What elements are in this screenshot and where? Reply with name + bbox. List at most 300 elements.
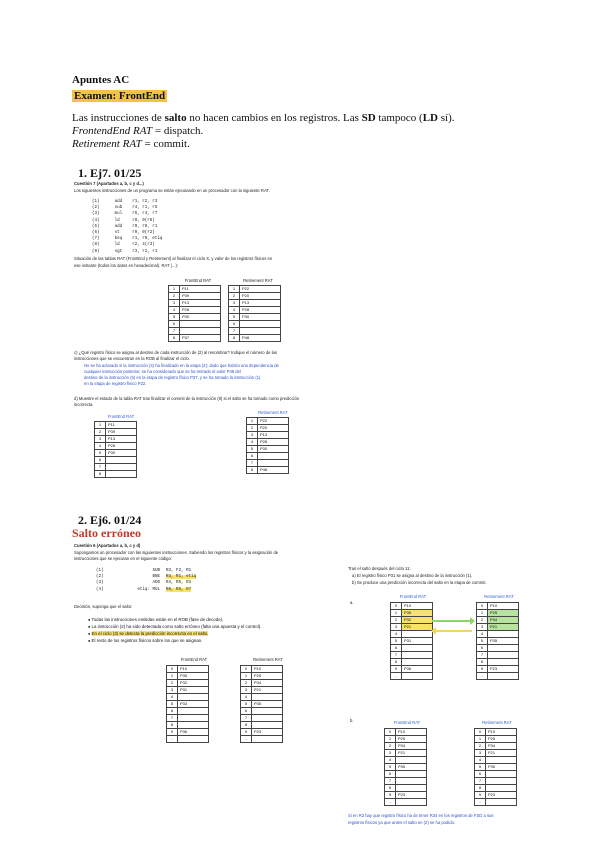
s2-table5-caption: FrontEnd RAT <box>180 657 208 662</box>
s1-answer-c-line-3: destino de la instrucción (5) en la etapa de registro físico P37, y se ha tomado la instrucción (1) <box>84 375 261 380</box>
rat-value-cell: P10 <box>252 666 283 673</box>
rat-value-cell: P30 <box>258 446 289 453</box>
rat-index-cell: 6 <box>229 321 240 328</box>
rat-row <box>385 792 427 799</box>
rat-row <box>95 471 137 478</box>
rat-index-cell: 6 <box>95 457 106 464</box>
rat-value-cell: P35 <box>252 701 283 708</box>
rat-index-cell: 5 <box>95 450 106 457</box>
s2-code-listing <box>96 568 196 593</box>
rat-index-cell: 7 <box>391 652 402 659</box>
rat-index-cell: 0 <box>167 666 178 673</box>
rat-value-cell: P30 <box>106 450 137 457</box>
rat-index-cell: 6 <box>247 453 258 460</box>
rat-row <box>95 443 137 450</box>
rat-index-cell: 8 <box>95 471 106 478</box>
rat-value-cell: P28 <box>258 439 289 446</box>
rat-row <box>477 624 519 631</box>
rat-row <box>391 631 433 638</box>
rat-row <box>241 666 283 673</box>
rat-index-cell: 7 <box>475 778 486 785</box>
rat-index-cell: 2 <box>169 293 180 300</box>
rat-row <box>475 743 517 750</box>
rat-index-cell: - <box>475 799 486 806</box>
rat-value-cell: P10 <box>396 729 427 736</box>
rat-row <box>241 708 283 715</box>
rat-value-cell: P21 <box>252 687 283 694</box>
s1-table4-caption: Retirement RAT <box>258 410 288 415</box>
rat-value-cell <box>396 771 427 778</box>
rat-value-cell <box>402 659 433 666</box>
rat-value-cell: P21 <box>402 624 433 631</box>
rat-row <box>167 673 209 680</box>
rat-index-cell: 2 <box>391 617 402 624</box>
s2-label-b: b. <box>350 718 354 723</box>
rat-row <box>477 645 519 652</box>
rat-index-cell: 3 <box>167 687 178 694</box>
rat-value-cell <box>178 722 209 729</box>
rat-row <box>477 659 519 666</box>
rat-row <box>241 722 283 729</box>
rat-row <box>391 666 433 673</box>
rat-value-cell <box>488 673 519 680</box>
rat-value-cell: P31 <box>402 638 433 645</box>
s2-right-line-2: b) Se produce una predicción incorrecta del salto en la etapa de commit. <box>352 580 487 585</box>
rat-index-cell: 3 <box>247 432 258 439</box>
rat-value-cell <box>252 694 283 701</box>
rat-value-cell <box>258 453 289 460</box>
rat-index-cell: 9 <box>391 666 402 673</box>
rat-index-cell: 2 <box>385 743 396 750</box>
rat-row <box>391 652 433 659</box>
rat-value-cell: P34 <box>486 743 517 750</box>
rat-row <box>169 286 221 293</box>
rat-row <box>167 729 209 736</box>
rat-index-cell: 8 <box>169 335 180 342</box>
rat-index-cell: 6 <box>477 645 488 652</box>
rat-value-cell <box>180 321 221 328</box>
rat-value-cell <box>396 785 427 792</box>
rat-value-cell: P13 <box>106 436 137 443</box>
rat-index-cell: 2 <box>167 680 178 687</box>
rat-index-cell: 4 <box>95 443 106 450</box>
exam-title: Examen: FrontEnd <box>74 90 166 102</box>
rat-value-cell <box>488 631 519 638</box>
bullet-text: La instrucción (2) ha sido detectada como salto erróneo (falta una apuesta y el control). <box>91 624 262 629</box>
rat-row <box>247 418 289 425</box>
rat-value-cell: P23 <box>486 792 517 799</box>
s1-retirement-rat-table <box>228 285 281 342</box>
rat-row <box>167 680 209 687</box>
rat-row <box>477 617 519 624</box>
rat-index-cell: - <box>477 673 488 680</box>
rat-row <box>247 453 289 460</box>
intro-line-1: Las instrucciones de salto no hacen cambios en los registros. Las SD tampoco (LD sí). <box>72 112 455 124</box>
rat-value-cell <box>252 736 283 743</box>
rat-value-cell <box>178 736 209 743</box>
rat-index-cell: 5 <box>169 314 180 321</box>
rat-index-cell: 4 <box>475 757 486 764</box>
rat-index-cell: 3 <box>169 300 180 307</box>
rat-row <box>241 736 283 743</box>
section-2-heading: 2. Ej6. 01/24 <box>78 513 142 527</box>
rat-value-cell: P25 <box>486 736 517 743</box>
rat-value-cell: P22 <box>258 418 289 425</box>
rat-value-cell: P30 <box>180 314 221 321</box>
code-line-number: (1) <box>96 569 104 573</box>
s1-paragraph-1: Situación de las tablas RAT (FrontEnd y Retirement) al finalizar el ciclo X, y valor de los registros físicos en <box>74 256 273 261</box>
s1-frontend-rat-table-d <box>94 421 137 478</box>
rat-row <box>475 729 517 736</box>
code-line <box>96 587 196 593</box>
intro-line-3: Retirement RAT = commit. <box>72 138 190 150</box>
rat-row <box>385 729 427 736</box>
rat-index-cell: 1 <box>241 673 252 680</box>
rat-index-cell: 3 <box>241 687 252 694</box>
rat-row <box>169 314 221 321</box>
rat-index-cell: 3 <box>385 750 396 757</box>
section-1-heading: 1. Ej7. 01/25 <box>78 166 142 180</box>
s1-question-c-line-2: instrucciones que se encuentran en la ROB al finalizar el ciclo. <box>74 356 190 361</box>
rat-value-cell <box>396 799 427 806</box>
s2-frontend-rat-after-b <box>384 728 427 806</box>
rat-index-cell: 7 <box>477 652 488 659</box>
rat-row <box>475 764 517 771</box>
rat-index-cell: 1 <box>95 422 106 429</box>
rat-index-cell: 8 <box>477 659 488 666</box>
code-line-number: (4) <box>96 587 104 592</box>
rat-value-cell <box>488 652 519 659</box>
rat-value-cell <box>402 652 433 659</box>
rat-row <box>391 617 433 624</box>
rat-row <box>167 666 209 673</box>
rat-value-cell <box>252 715 283 722</box>
rat-value-cell: P28 <box>180 307 221 314</box>
rat-row <box>475 757 517 764</box>
rat-index-cell: 7 <box>169 328 180 335</box>
intro-line-2: FrontendEnd RAT = dispatch. <box>72 125 204 137</box>
rat-row <box>169 335 221 342</box>
rat-value-cell: P23 <box>396 792 427 799</box>
rat-index-cell: 9 <box>167 729 178 736</box>
rat-row <box>247 439 289 446</box>
rat-row <box>229 286 281 293</box>
rat-row <box>229 314 281 321</box>
s1-retirement-rat-table-d <box>246 417 289 474</box>
rat-value-cell: P48 <box>240 335 281 342</box>
rat-row <box>167 694 209 701</box>
rat-row <box>475 799 517 806</box>
rat-value-cell <box>396 778 427 785</box>
rat-index-cell: 5 <box>475 764 486 771</box>
code-line-number: (2) <box>96 575 104 580</box>
s2-arrows-diagram <box>428 615 476 637</box>
rat-row <box>247 425 289 432</box>
s2-note-line-2: registros físicos ya que antes el salto en (2) se ha podido. <box>348 820 456 825</box>
rat-row <box>169 307 221 314</box>
code-operands: R3, F2, R1 <box>166 569 192 573</box>
rat-index-cell: - <box>241 736 252 743</box>
rat-value-cell: P11 <box>106 422 137 429</box>
intro-block <box>72 112 572 151</box>
rat-index-cell: 4 <box>167 694 178 701</box>
rat-value-cell: P34 <box>488 617 519 624</box>
s1-answer-c-line-2: cualquier instrucción posterior, se ha considerado que se ha retirado el valor P48 del <box>84 369 241 374</box>
rat-value-cell <box>396 757 427 764</box>
rat-row <box>95 436 137 443</box>
rat-index-cell: 5 <box>385 764 396 771</box>
rat-row <box>95 429 137 436</box>
rat-value-cell <box>402 673 433 680</box>
bullet-dot-icon: ● <box>88 624 92 629</box>
rat-index-cell: 6 <box>391 645 402 652</box>
s1-table1-caption: FrontEnd RAT <box>184 278 212 283</box>
rat-value-cell: P32 <box>178 680 209 687</box>
rat-value-cell <box>258 460 289 467</box>
rat-row <box>477 652 519 659</box>
bullet-dot-icon: ● <box>88 638 92 643</box>
rat-row <box>247 432 289 439</box>
rat-index-cell: 3 <box>229 300 240 307</box>
rat-row <box>391 645 433 652</box>
code-operands: R4, R5, R3 <box>166 581 192 586</box>
rat-value-cell: P13 <box>258 432 289 439</box>
rat-value-cell: P35 <box>488 638 519 645</box>
rat-row <box>229 307 281 314</box>
rat-value-cell: P20 <box>258 425 289 432</box>
rat-value-cell: P39 <box>106 429 137 436</box>
rat-index-cell: 5 <box>391 638 402 645</box>
s1-question-d-line-1: d) Muestre el estado de la tabla RAT tras finalizar el commit de la instrucción (8) si el salto se ha tomado como predicción <box>74 396 300 401</box>
rat-row <box>477 631 519 638</box>
rat-row <box>475 736 517 743</box>
rat-value-cell: P31 <box>178 687 209 694</box>
rat-index-cell: 9 <box>477 666 488 673</box>
rat-row <box>247 460 289 467</box>
rat-row <box>385 799 427 806</box>
rat-row <box>229 328 281 335</box>
s1-question-c-line-1: c) ¿Qué registro físico se asigna al destino de cada instrucción de (2) al renombrar? Indique el número de las <box>74 350 277 355</box>
rat-value-cell: P25 <box>396 736 427 743</box>
rat-index-cell: 1 <box>169 286 180 293</box>
rat-index-cell: 2 <box>475 743 486 750</box>
rat-row <box>169 293 221 300</box>
rat-value-cell <box>402 645 433 652</box>
s2-question-title: Cuestión 6 (Apartados a, b, c y d) <box>74 543 141 548</box>
arrow-left-head <box>431 627 436 635</box>
rat-row <box>241 687 283 694</box>
rat-index-cell: 1 <box>385 736 396 743</box>
rat-index-cell: 7 <box>95 464 106 471</box>
rat-row <box>385 757 427 764</box>
rat-index-cell: 9 <box>241 729 252 736</box>
rat-index-cell: 8 <box>385 785 396 792</box>
rat-value-cell: P21 <box>486 750 517 757</box>
s2-retirement-rat-after-a <box>476 602 519 680</box>
rat-row <box>167 722 209 729</box>
s1-frontend-rat-table <box>168 285 221 342</box>
s2-table9-caption: FrontEnd RAT <box>393 720 421 725</box>
rat-row <box>385 778 427 785</box>
rat-value-cell <box>240 321 281 328</box>
rat-row <box>385 771 427 778</box>
s2-question-text-2: instrucciones que se ejecutan en el siguiente código: <box>74 556 173 561</box>
rat-row <box>247 446 289 453</box>
rat-index-cell: 2 <box>95 429 106 436</box>
rat-value-cell <box>486 778 517 785</box>
code-opcode: SUB <box>152 569 160 573</box>
rat-value-cell: P13 <box>180 300 221 307</box>
rat-value-cell <box>252 708 283 715</box>
s2-table10-caption: Retirement RAT <box>482 720 512 725</box>
rat-row <box>475 785 517 792</box>
rat-value-cell: P10 <box>486 729 517 736</box>
bullet-item <box>88 616 261 623</box>
s1-question-text: Los siguientes instrucciones de un programa se están ejecutando en un procesador con la siguiente RAT. <box>74 188 270 193</box>
arrow-right-head <box>470 617 475 625</box>
rat-index-cell: 7 <box>241 715 252 722</box>
bullet-item <box>88 630 261 637</box>
rat-index-cell: 0 <box>475 729 486 736</box>
rat-index-cell: - <box>391 673 402 680</box>
section-2-subtitle: Salto erróneo <box>72 526 141 540</box>
rat-index-cell: 8 <box>229 335 240 342</box>
rat-index-cell: 1 <box>475 736 486 743</box>
rat-value-cell: P20 <box>240 293 281 300</box>
rat-value-cell: P10 <box>402 603 433 610</box>
rat-value-cell: P33 <box>178 701 209 708</box>
rat-row <box>229 321 281 328</box>
rat-row <box>391 624 433 631</box>
code-opcode: etiq: MUL <box>137 587 160 592</box>
rat-row <box>95 457 137 464</box>
document-title: Apuntes AC <box>72 74 130 86</box>
rat-index-cell: 6 <box>169 321 180 328</box>
rat-row <box>385 743 427 750</box>
rat-row <box>95 422 137 429</box>
rat-index-cell: 3 <box>475 750 486 757</box>
rat-index-cell: 3 <box>391 624 402 631</box>
s1-table2-caption: Retirement RAT <box>243 278 273 283</box>
bullet-item <box>88 637 261 644</box>
s1-question-title: Cuestión 7 (Apartados a, b, c y d...) <box>74 181 144 186</box>
rat-index-cell: - <box>385 799 396 806</box>
code-line-number: (3) <box>96 581 104 586</box>
bullet-text: El resto de los registros físicos sobre los que se asignan. <box>91 638 203 643</box>
rat-index-cell: 5 <box>247 446 258 453</box>
rat-value-cell: P22 <box>240 286 281 293</box>
rat-index-cell: - <box>167 736 178 743</box>
rat-value-cell: P35 <box>178 673 209 680</box>
rat-value-cell <box>180 328 221 335</box>
rat-value-cell <box>486 799 517 806</box>
s1-paragraph-2: ese instante (todos los datos en hexadecimal). RAT (...): <box>74 263 179 268</box>
rat-row <box>391 638 433 645</box>
rat-index-cell: 8 <box>247 467 258 474</box>
s1-code-listing: (1) add r1, r2, r3 (2) sub r4, r1, r5 (3) mul r6, r4, r7 (4) ld r8, 0(r6) (5) add r9, r8, r1 (6) st r9, 0(r2) (7) beq r1, r0, etiq (8) ld r2, 4(r3) (9) sgt r3, r2, r1 <box>92 200 163 254</box>
rat-row <box>477 610 519 617</box>
rat-row <box>475 778 517 785</box>
bullet-item <box>88 623 261 630</box>
s2-right-line-1: a) El registro físico P31 se asigna al destino de la instrucción (1). <box>352 573 473 578</box>
rat-value-cell: P21 <box>396 750 427 757</box>
rat-value-cell: P10 <box>178 666 209 673</box>
bullet-dot-icon: ● <box>88 617 92 622</box>
rat-row <box>385 764 427 771</box>
rat-value-cell <box>106 457 137 464</box>
rat-index-cell: 4 <box>385 757 396 764</box>
rat-row <box>241 673 283 680</box>
rat-index-cell: 4 <box>391 631 402 638</box>
rat-row <box>385 736 427 743</box>
rat-row <box>169 300 221 307</box>
rat-index-cell: 7 <box>247 460 258 467</box>
s2-label-a: a. <box>350 600 354 605</box>
rat-row <box>391 610 433 617</box>
rat-row <box>391 603 433 610</box>
s2-note-line-1: Si en R3 hay que registro físico ha de tener R34 en los registros de FSD a sus <box>348 813 494 818</box>
rat-index-cell: 1 <box>477 610 488 617</box>
s2-retirement-rat-after-b <box>474 728 517 806</box>
rat-index-cell: 9 <box>385 792 396 799</box>
rat-row <box>241 701 283 708</box>
rat-index-cell: 0 <box>385 729 396 736</box>
rat-value-cell: P28 <box>240 307 281 314</box>
rat-index-cell: 4 <box>169 307 180 314</box>
rat-row <box>167 736 209 743</box>
rat-row <box>167 715 209 722</box>
s2-question-text-1: Supongamos un procesador con las siguientes instrucciones. Sabiendo los registros físicos y la asignación de <box>74 550 279 555</box>
rat-value-cell: P25 <box>252 673 283 680</box>
rat-index-cell: 0 <box>241 666 252 673</box>
rat-value-cell <box>178 694 209 701</box>
rat-row <box>169 321 221 328</box>
s1-question-d-line-2: incorrecta. <box>74 402 94 407</box>
rat-value-cell: P39 <box>180 293 221 300</box>
rat-index-cell: 6 <box>475 771 486 778</box>
rat-row <box>167 708 209 715</box>
rat-index-cell: 0 <box>391 603 402 610</box>
s2-frontend-rat-after-a <box>390 602 433 680</box>
rat-value-cell <box>486 785 517 792</box>
s1-table3-caption: FrontEnd RAT <box>107 414 135 419</box>
rat-index-cell: 5 <box>229 314 240 321</box>
rat-index-cell: 1 <box>229 286 240 293</box>
rat-value-cell <box>252 722 283 729</box>
rat-row <box>475 750 517 757</box>
rat-value-cell: P36 <box>178 729 209 736</box>
rat-value-cell: P10 <box>488 603 519 610</box>
s1-answer-c-line-4: en la etapa de registro físico P22. <box>84 381 147 386</box>
exam-title-highlight <box>72 86 167 104</box>
rat-value-cell: P25 <box>488 610 519 617</box>
rat-index-cell: 1 <box>167 673 178 680</box>
rat-index-cell: 6 <box>385 771 396 778</box>
rat-value-cell <box>106 471 137 478</box>
bullet-dot-icon: ● <box>88 631 92 636</box>
s2-table8-caption: Retirement RAT <box>484 594 514 599</box>
rat-index-cell: 8 <box>167 722 178 729</box>
rat-row <box>475 792 517 799</box>
rat-index-cell: 8 <box>475 785 486 792</box>
rat-value-cell: P35 <box>486 764 517 771</box>
rat-value-cell <box>486 771 517 778</box>
rat-row <box>169 328 221 335</box>
code-operands: R6, R5, R7 <box>166 587 192 592</box>
rat-index-cell: 5 <box>167 701 178 708</box>
rat-value-cell <box>488 645 519 652</box>
rat-value-cell <box>178 708 209 715</box>
